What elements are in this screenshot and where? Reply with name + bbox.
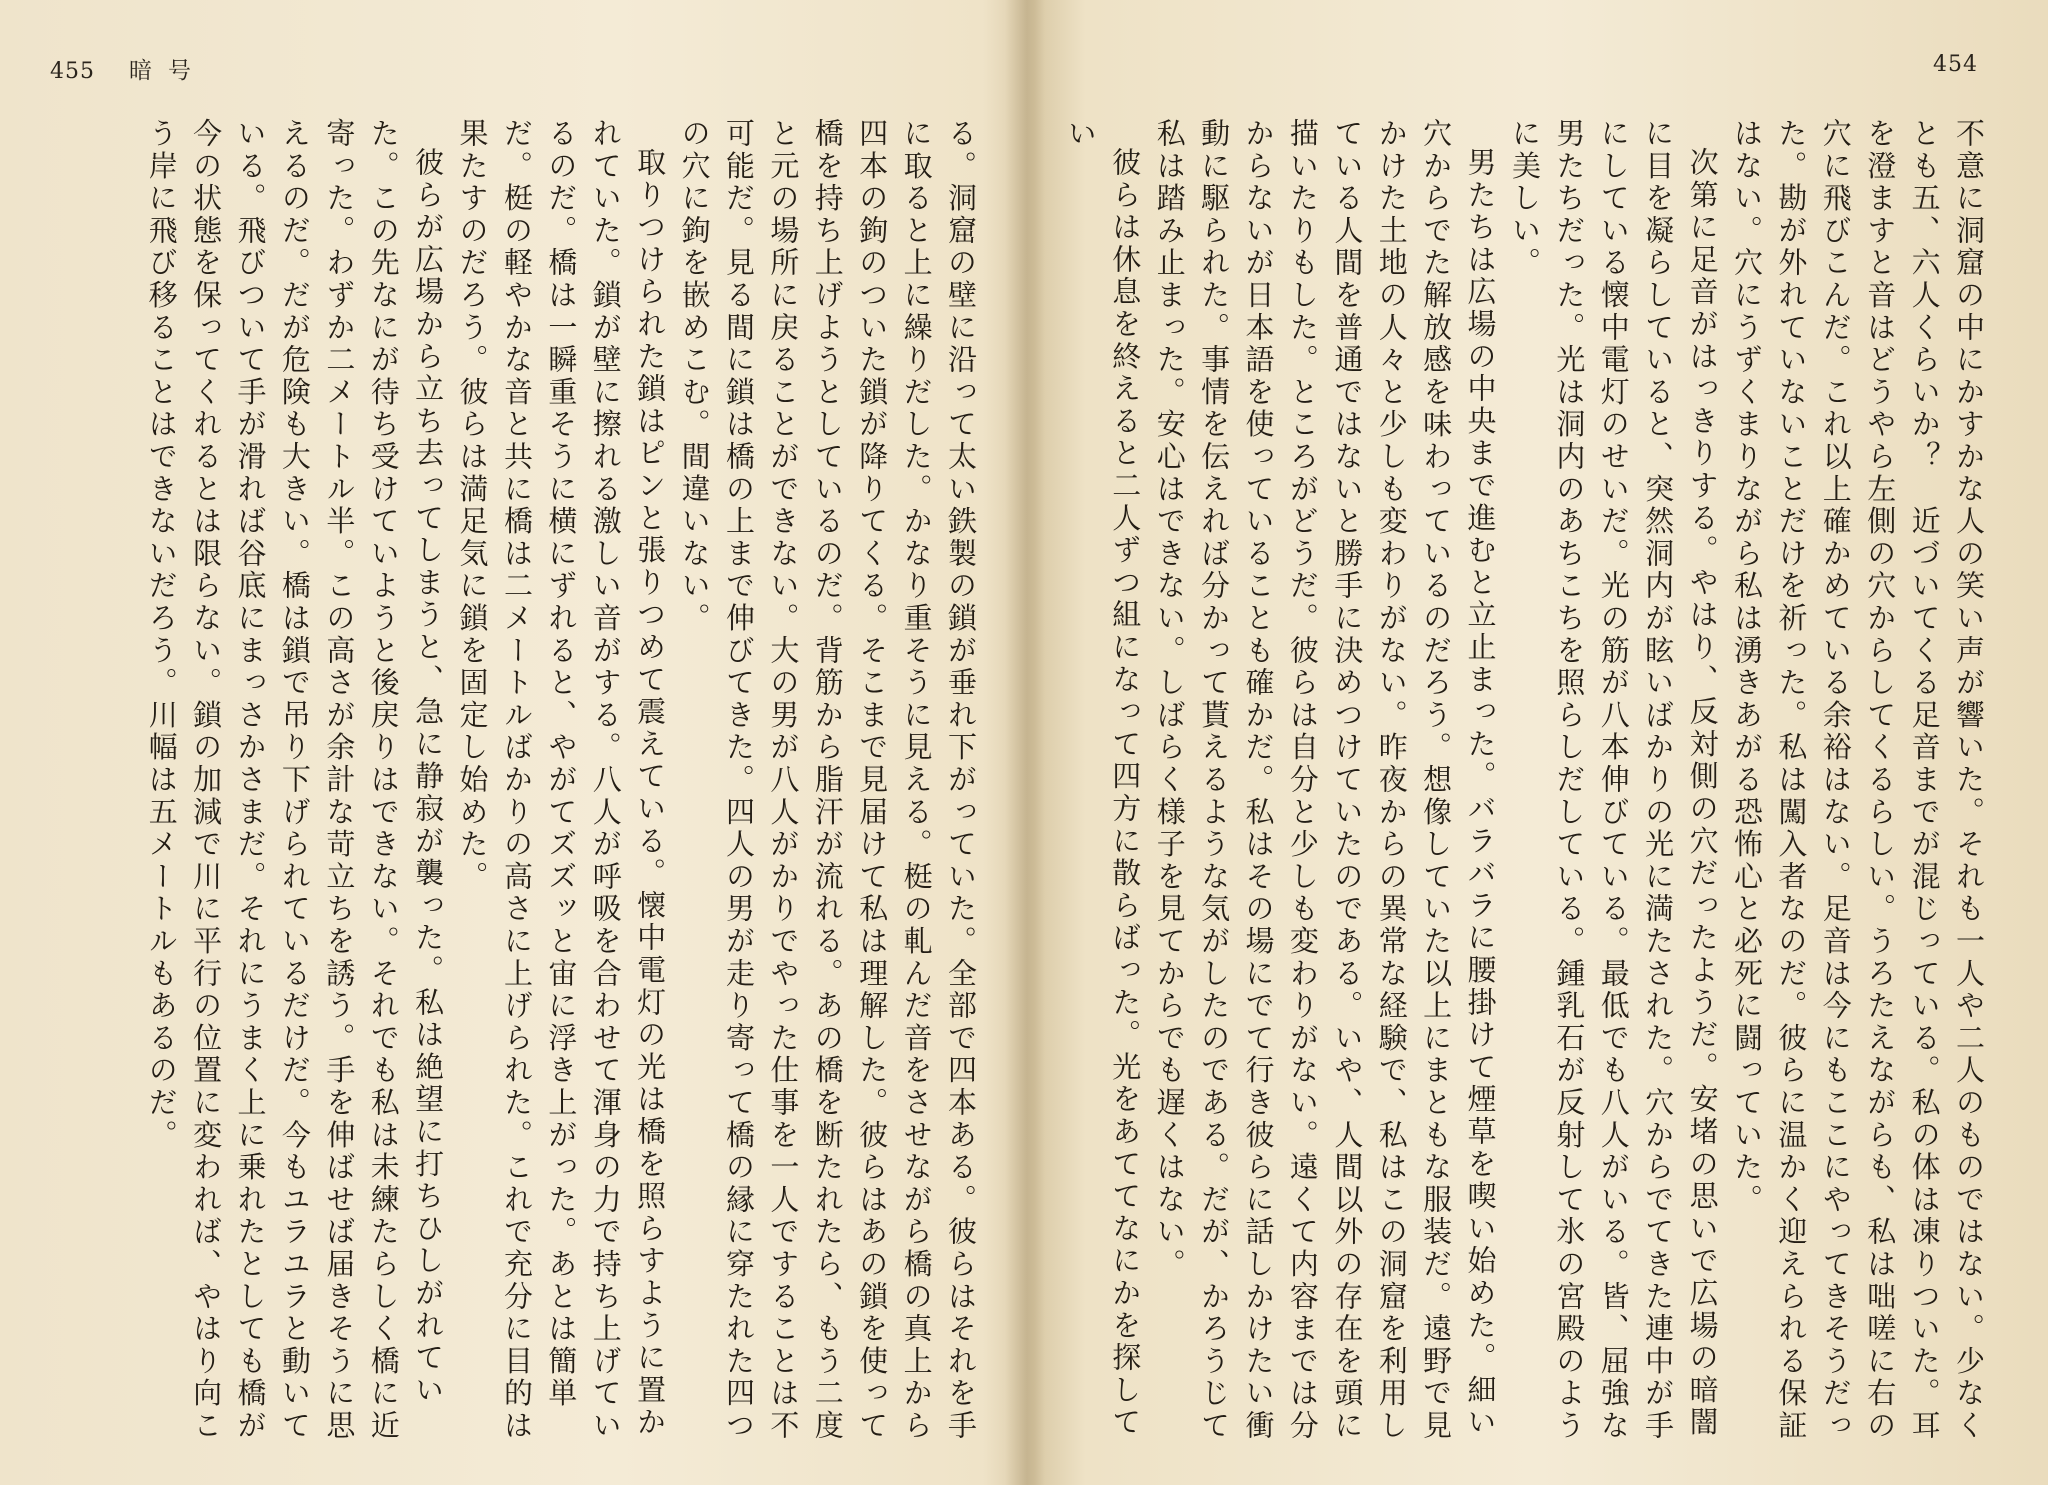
left-page-header [50,52,207,85]
right-paragraph-4: 彼らは休息を終えると二人ずつ組になって四方に散らばった。光をあててなにかを探してい [1063,118,1143,1439]
right-page-body [1063,118,1991,1463]
left-paragraph-2: 取りつけられた鎖はピンと張りつめて震えている。懐中電灯の光は橋を照らすように置かれていた。鎖が壁に擦れる激しい音がする。八人が呼吸を合わせて渾身の力で持ち上げているのだ。橋は一瞬重そうに横にずれると、やがてズズッと宙に浮き上がった。あとは簡単だ。梃の軽やかな音と共に橋は二メートルばかりの高さに上げられた。これで充分に目的は果たすのだろう。彼らは満足気に鎖を固定し始めた。 [455,118,668,1443]
left-paragraph-3: 彼らが広場から立ち去ってしまうと、急に静寂が襲った。私は絶望に打ちひしがれていた。この先なにが待ち受けていようと後戻りはできない。それでも私は未練たらしく橋に近寄った。わずか二メートル半。この高さが余計な苛立ちを誘う。手を伸ばせば届きそうに思えるのだ。だが危険も大きい。橋は鎖で吊り下げられているだけだ。今もユラユラと動いている。飛びついて手が滑れば谷底にまっさかさまだ。それにうまく上に乗れたとしても橋が今の状態を保ってくれるとは限らない。鎖の加減で川に平行の位置に変われば、やはり向こう岸に飛び移ることはできないだろう。川幅は五メートルもあるのだ。 [144,118,446,1443]
left-paragraph-1: る。洞窟の壁に沿って太い鉄製の鎖が垂れ下がっていた。全部で四本ある。彼らはそれを手に取ると上に繰りだした。かなり重そうに見える。梃の軋んだ音をさせながら橋の真上から四本の鉤のついた鎖が降りてくる。そこまで見届けて私は理解した。彼らはあの鎖を使って橋を持ち上げようとしているのだ。背筋から脂汗が流れる。あの橋を断たれたら、もう二度と元の場所に戻ることができない。大の男が八人がかりでやった仕事を一人ですることは不可能だ。見る間に鎖は橋の上まで伸びてきた。四人の男が走り寄って橋の縁に穿たれた四つの穴に鉤を嵌めこむ。間違いない。 [677,118,978,1443]
left-page-body [50,118,983,1463]
left-page [0,0,1022,1485]
running-title: 暗号 [129,58,207,84]
right-page [1026,0,2048,1485]
right-page-header [1933,52,1978,77]
right-paragraph-2: 次第に足音がはっきりする。やはり、反対側の穴だったようだ。安堵の思いで広場の暗闇に目を凝らしていると、突然洞内が眩いばかりの光に満たされた。穴からでてきた連中が手にしている懐中電灯のせいだ。光の筋が八本伸びている。最低でも八人がいる。皆、屈強な男たちだった。光は洞内のあちこちを照らしだしている。鍾乳石が反射して氷の宮殿のように美しい。 [1507,118,1720,1443]
right-page-number: 454 [1933,52,1978,77]
right-paragraph-1: 不意に洞窟の中にかすかな人の笑い声が響いた。それも一人や二人のものではない。少なくとも五、六人くらいか？ 近づいてくる足音までが混じっている。私の体は凍りついた。耳を澄ますと音はどうやら左側の穴からしてくるらしい。うろたえながらも、私は咄嗟に右の穴に飛びこんだ。これ以上確かめている余裕はない。足音は今にもここにやってきそうだった。勘が外れていないことだけを祈った。私は闖入者なのだ。彼らに温かく迎えられる保証はない。穴にうずくまりながら私は湧きあがる恐怖心と必死に闘っていた。 [1729,118,1986,1443]
left-page-number: 455 [50,59,95,84]
right-paragraph-3: 男たちは広場の中央まで進むと立止まった。バラバラに腰掛けて煙草を喫い始めた。細い穴からでた解放感を味わっているのだろう。想像していた以上にまともな服装だ。遠野で見かけた土地の人々と少しも変わりがない。昨夜からの異常な経験で、私はこの洞窟を利用している人間を普通ではないと勝手に決めつけていたのである。いや、人間以外の存在を頭に描いたりもした。ところがどうだ。彼らは自分と少しも変わりがない。遠くて内容までは分からないが日本語を使っていることも確かだ。私はその場にでて行き彼らに話しかけたい衝動に駆られた。事情を伝えれば分かって貰えるような気がしたのである。だが、かろうじて私は踏み止まった。安心はできない。しばらく様子を見てからでも遅くはない。 [1152,118,1498,1443]
